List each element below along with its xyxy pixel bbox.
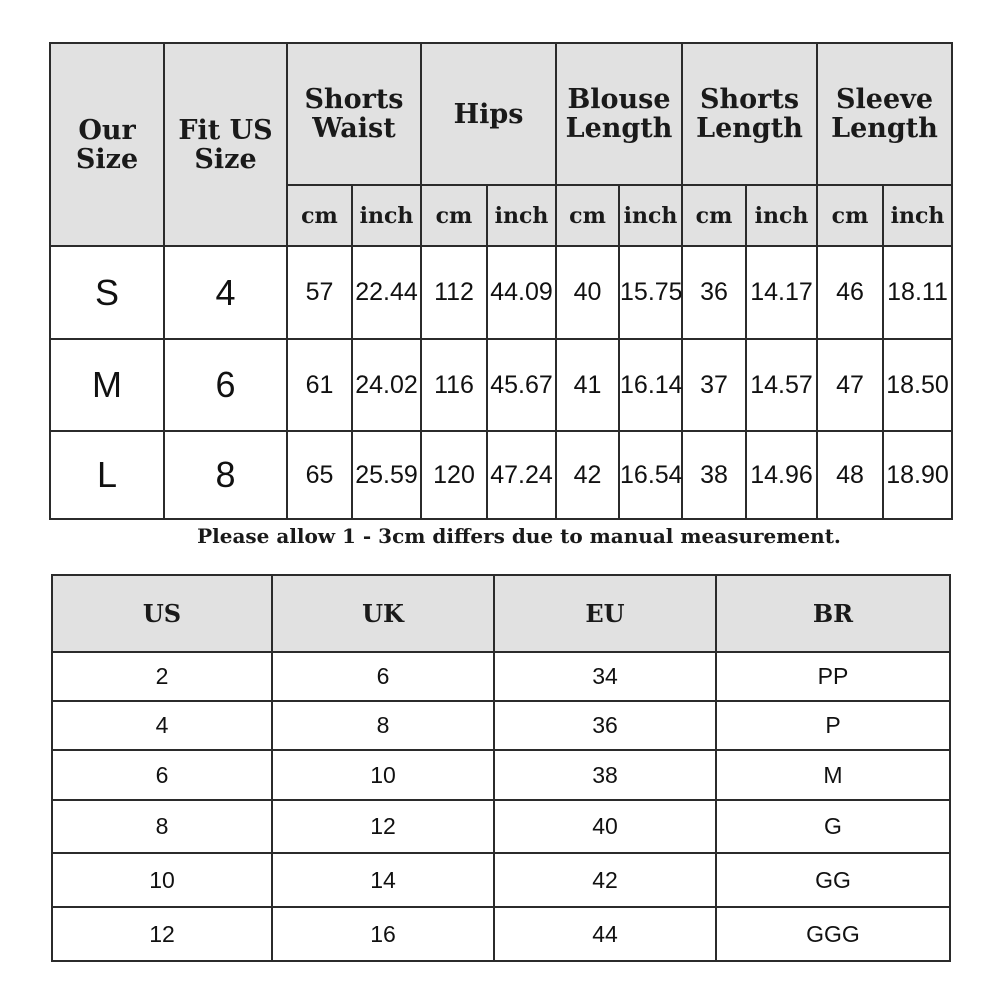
value-cell: 57	[287, 246, 352, 339]
value-cell: 46	[817, 246, 883, 339]
cell: 16	[272, 907, 494, 961]
value-cell: 37	[682, 339, 746, 431]
cell: 36	[494, 701, 716, 750]
our-size-cell: M	[50, 339, 164, 431]
value-cell: 15.75	[619, 246, 682, 339]
cell: 4	[52, 701, 272, 750]
conversion-table	[51, 574, 951, 962]
cell: 6	[52, 750, 272, 800]
value-cell: 18.11	[883, 246, 952, 339]
measurement-note: Please allow 1 - 3cm differs due to manual measurement.	[197, 524, 841, 548]
cell: GGG	[716, 907, 950, 961]
cell: 42	[494, 853, 716, 907]
value-cell: 16.54	[619, 431, 682, 519]
cell: 14	[272, 853, 494, 907]
unit-cell: cm	[817, 185, 883, 246]
unit-cell: cm	[287, 185, 352, 246]
cell: 10	[272, 750, 494, 800]
header-us: US	[52, 575, 272, 652]
unit-cell: inch	[883, 185, 952, 246]
header-shorts-length: Shorts Length	[682, 43, 817, 185]
value-cell: 24.02	[352, 339, 421, 431]
header-shorts-waist: Shorts Waist	[287, 43, 421, 185]
cell: 12	[52, 907, 272, 961]
header-fit-us-size: Fit US Size	[164, 43, 287, 246]
value-cell: 48	[817, 431, 883, 519]
header-blouse-length: Blouse Length	[556, 43, 682, 185]
value-cell: 18.50	[883, 339, 952, 431]
cell: 2	[52, 652, 272, 701]
fit-us-cell: 6	[164, 339, 287, 431]
value-cell: 112	[421, 246, 487, 339]
table-row	[52, 853, 950, 907]
cell: 6	[272, 652, 494, 701]
cell: 34	[494, 652, 716, 701]
value-cell: 65	[287, 431, 352, 519]
table-row	[50, 246, 952, 339]
table-row	[50, 339, 952, 431]
our-size-cell: S	[50, 246, 164, 339]
header-hips: Hips	[421, 43, 556, 185]
cell: P	[716, 701, 950, 750]
table-row	[52, 800, 950, 853]
cell: 44	[494, 907, 716, 961]
cell: PP	[716, 652, 950, 701]
table-row	[52, 652, 950, 701]
header-uk: UK	[272, 575, 494, 652]
cell: 40	[494, 800, 716, 853]
value-cell: 36	[682, 246, 746, 339]
value-cell: 45.67	[487, 339, 556, 431]
value-cell: 22.44	[352, 246, 421, 339]
value-cell: 120	[421, 431, 487, 519]
value-cell: 47.24	[487, 431, 556, 519]
value-cell: 14.17	[746, 246, 817, 339]
unit-cell: cm	[556, 185, 619, 246]
fit-us-cell: 8	[164, 431, 287, 519]
header-br: BR	[716, 575, 950, 652]
cell: 12	[272, 800, 494, 853]
cell: 8	[272, 701, 494, 750]
cell: 38	[494, 750, 716, 800]
value-cell: 38	[682, 431, 746, 519]
table-row	[52, 907, 950, 961]
value-cell: 25.59	[352, 431, 421, 519]
value-cell: 116	[421, 339, 487, 431]
cell: 8	[52, 800, 272, 853]
header-sleeve-length: Sleeve Length	[817, 43, 952, 185]
unit-cell: inch	[619, 185, 682, 246]
cell: GG	[716, 853, 950, 907]
header-eu: EU	[494, 575, 716, 652]
header-our-size: Our Size	[50, 43, 164, 246]
fit-us-cell: 4	[164, 246, 287, 339]
value-cell: 18.90	[883, 431, 952, 519]
cell: 10	[52, 853, 272, 907]
table-row	[50, 431, 952, 519]
value-cell: 16.14	[619, 339, 682, 431]
value-cell: 14.96	[746, 431, 817, 519]
value-cell: 41	[556, 339, 619, 431]
value-cell: 40	[556, 246, 619, 339]
unit-cell: inch	[352, 185, 421, 246]
our-size-cell: L	[50, 431, 164, 519]
unit-cell: cm	[682, 185, 746, 246]
unit-cell: inch	[487, 185, 556, 246]
cell: G	[716, 800, 950, 853]
value-cell: 61	[287, 339, 352, 431]
cell: M	[716, 750, 950, 800]
unit-cell: cm	[421, 185, 487, 246]
value-cell: 14.57	[746, 339, 817, 431]
value-cell: 47	[817, 339, 883, 431]
table-row	[52, 750, 950, 800]
measurement-table	[49, 42, 953, 520]
unit-cell: inch	[746, 185, 817, 246]
table-row	[52, 701, 950, 750]
value-cell: 42	[556, 431, 619, 519]
value-cell: 44.09	[487, 246, 556, 339]
